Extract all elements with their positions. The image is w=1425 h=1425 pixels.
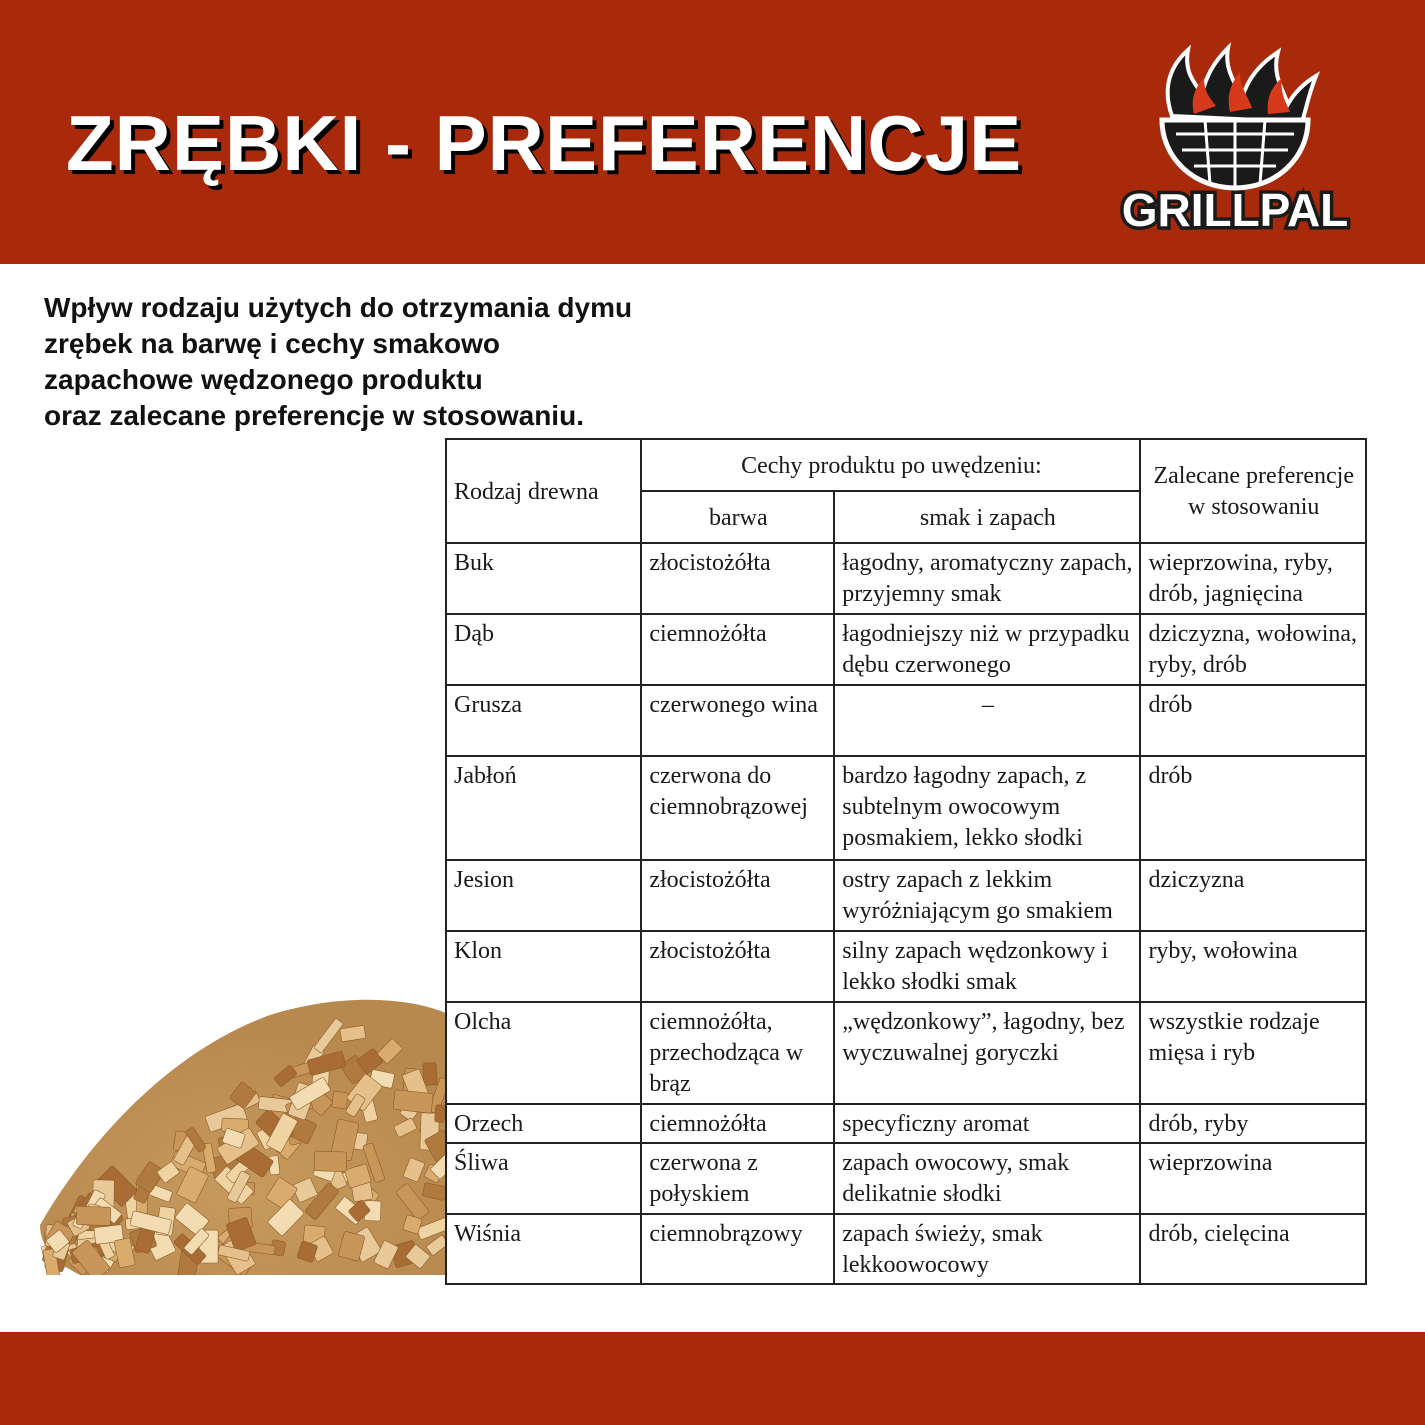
cell-color: złocistożółta [641, 543, 834, 614]
cell-wood: Olcha [446, 1002, 641, 1104]
cell-pref: drób, cielęcina [1140, 1214, 1366, 1284]
intro-line: zapachowe wędzonego produktu [44, 364, 483, 395]
header-banner [0, 0, 1425, 264]
intro-text [44, 290, 744, 434]
cell-color: ciemnożółta [641, 614, 834, 685]
cell-color: złocistożółta [641, 860, 834, 931]
table-row [446, 685, 1366, 756]
intro-line: oraz zalecane preferencje w stosowaniu. [44, 400, 584, 431]
cell-pref: dziczyzna, wołowina, ryby, drób [1140, 614, 1366, 685]
header-color: barwa [641, 491, 834, 543]
cell-taste: zapach świeży, smak lekkoowocowy [834, 1214, 1140, 1284]
intro-line: Wpływ rodzaju użytych do otrzymania dymu [44, 292, 633, 323]
wood-chip [393, 1090, 433, 1114]
cell-color: czerwona do ciemnobrązowej [641, 756, 834, 860]
wood-preferences-table [445, 438, 1367, 1285]
header-features: Cechy produktu po uwędzeniu: [641, 439, 1140, 491]
cell-taste: „wędzonkowy”, łagodny, bez wyczuwalnej goryczki [834, 1002, 1140, 1104]
table-row [446, 860, 1366, 931]
wood-chip [314, 1151, 347, 1172]
cell-pref: ryby, wołowina [1140, 931, 1366, 1002]
cell-wood: Grusza [446, 685, 641, 756]
table-row [446, 756, 1366, 860]
cell-color: ciemnożółta [641, 1104, 834, 1143]
wood-chip [332, 1091, 349, 1109]
logo-text: GRILLPAL [1121, 184, 1349, 236]
table-row [446, 1143, 1366, 1214]
cell-color: czerwona z połyskiem [641, 1143, 834, 1214]
cell-taste: specyficzny aromat [834, 1104, 1140, 1143]
cell-pref: drób [1140, 756, 1366, 860]
cell-color: złocistożółta [641, 931, 834, 1002]
cell-wood: Śliwa [446, 1143, 641, 1214]
cell-wood: Jabłoń [446, 756, 641, 860]
table-row [446, 1002, 1366, 1104]
cell-wood: Dąb [446, 614, 641, 685]
cell-pref: dziczyzna [1140, 860, 1366, 931]
table-row [446, 614, 1366, 685]
page-title: ZRĘBKI - PREFERENCJE [66, 99, 1023, 187]
wood-chip [435, 1105, 445, 1123]
table-row [446, 931, 1366, 1002]
cell-taste: silny zapach wędzonkowy i lekko słodki smak [834, 931, 1140, 1002]
cell-wood: Wiśnia [446, 1214, 641, 1284]
cell-color: ciemnożółta, przechodząca w brąz [641, 1002, 834, 1104]
grill-bowl-icon [1162, 120, 1308, 188]
cell-wood: Buk [446, 543, 641, 614]
cell-taste: łagodniejszy niż w przypadku dębu czerwonego [834, 614, 1140, 685]
cell-pref: wieprzowina [1140, 1143, 1366, 1214]
grillpal-logo [1110, 38, 1360, 238]
header-taste: smak i zapach [834, 491, 1140, 543]
cell-wood: Orzech [446, 1104, 641, 1143]
table-row [446, 1214, 1366, 1284]
cell-taste: łagodny, aromatyczny zapach, przyjemny smak [834, 543, 1140, 614]
wood-chip [423, 1063, 438, 1086]
cell-taste: bardzo łagodny zapach, z subtelnym owocowym posmakiem, lekko słodki [834, 756, 1140, 860]
header-recommended: Zalecane preferencje w stosowaniu [1140, 439, 1366, 543]
cell-pref: drób, ryby [1140, 1104, 1366, 1143]
cell-wood: Jesion [446, 860, 641, 931]
flame-icon [1168, 48, 1316, 122]
cell-color: czerwonego wina [641, 685, 834, 756]
cell-pref: wszystkie rodzaje mięsa i ryb [1140, 1002, 1366, 1104]
cell-color: ciemnobrązowy [641, 1214, 834, 1284]
table-row [446, 1104, 1366, 1143]
intro-line: zrębek na barwę i cechy smakowo [44, 328, 500, 359]
cell-pref: drób [1140, 685, 1366, 756]
header-wood: Rodzaj drewna [446, 439, 641, 543]
cell-wood: Klon [446, 931, 641, 1002]
cell-taste: – [834, 685, 1140, 756]
footer-banner [0, 1332, 1425, 1425]
cell-taste: zapach owocowy, smak delikatnie słodki [834, 1143, 1140, 1214]
wood-chip [76, 1206, 111, 1225]
cell-taste: ostry zapach z lekkim wyróżniającym go smakiem [834, 860, 1140, 931]
cell-pref: wieprzowina, ryby, drób, jagnięcina [1140, 543, 1366, 614]
wood-chips-image [20, 975, 450, 1275]
table-row [446, 543, 1366, 614]
